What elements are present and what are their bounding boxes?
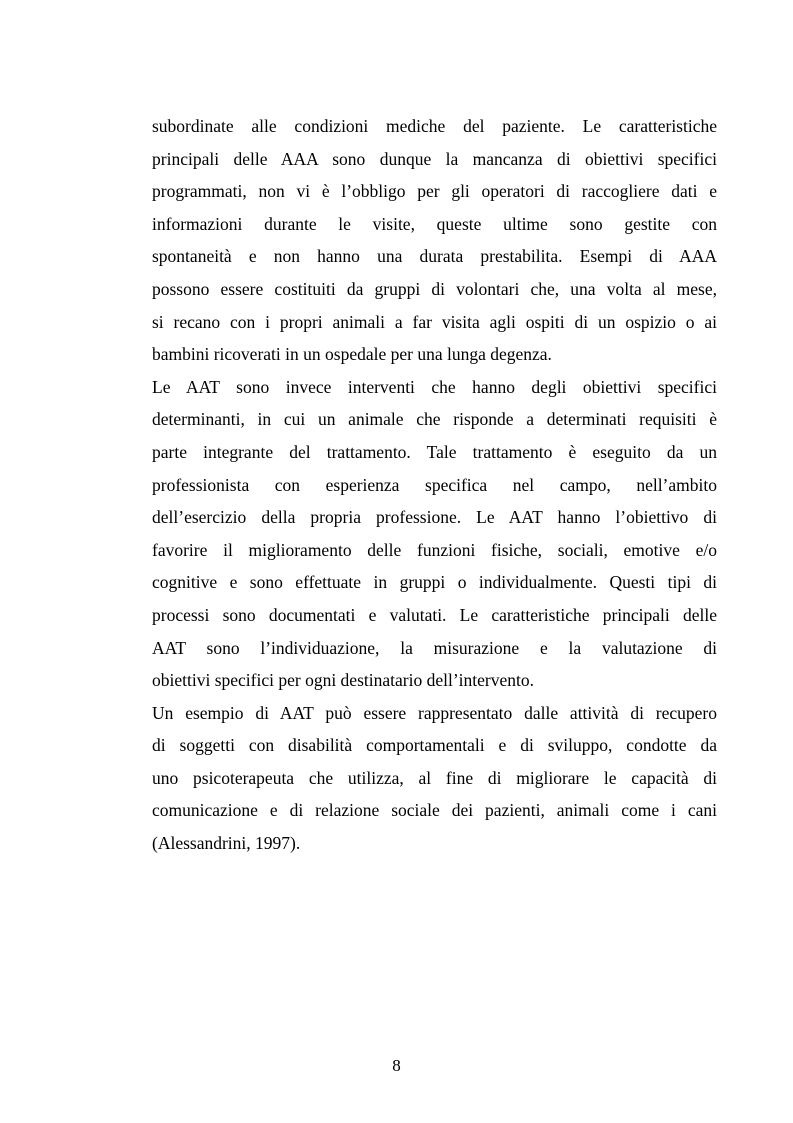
text-line: parte integrante del trattamento. Tale trattamento è eseguito da un: [152, 441, 717, 462]
text-line: favorire il miglioramento delle funzioni fisiche, sociali, emotive e/o: [152, 539, 717, 560]
text-line: si recano con i propri animali a far visita agli ospiti di un ospizio o ai: [152, 311, 717, 332]
text-line: comunicazione e di relazione sociale dei pazienti, animali come i cani: [152, 800, 717, 821]
body-text: [152, 110, 717, 860]
text-line: cognitive e sono effettuate in gruppi o individualmente. Questi tipi di: [152, 572, 717, 593]
text-line: AAT sono l’individuazione, la misurazione e la valutazione di: [152, 637, 717, 658]
text-line: uno psicoterapeuta che utilizza, al fine di migliorare le capacità di: [152, 767, 717, 788]
text-line: spontaneità e non hanno una durata prestabilita. Esempi di AAA: [152, 246, 717, 267]
paragraph-aat-definition: [152, 371, 717, 697]
page-number: 8: [392, 1056, 401, 1075]
text-line: programmati, non vi è l’obbligo per gli operatori di raccogliere dati e: [152, 181, 717, 202]
text-line: Un esempio di AAT può essere rappresentato dalle attività di recupero: [152, 702, 717, 723]
paragraph-aat-example: [152, 697, 717, 860]
text-line: processi sono documentati e valutati. Le caratteristiche principali delle: [152, 604, 717, 625]
text-line: bambini ricoverati in un ospedale per una lunga degenza.: [152, 344, 552, 365]
text-line: principali delle AAA sono dunque la mancanza di obiettivi specifici: [152, 148, 717, 169]
text-line: Le AAT sono invece interventi che hanno degli obiettivi specifici: [152, 376, 717, 397]
text-line: dell’esercizio della propria professione. Le AAT hanno l’obiettivo di: [152, 507, 717, 528]
text-line: (Alessandrini, 1997).: [152, 833, 301, 854]
text-line: possono essere costituiti da gruppi di volontari che, una volta al mese,: [152, 278, 717, 299]
text-line: informazioni durante le visite, queste ultime sono gestite con: [152, 213, 717, 234]
text-line: obiettivi specifici per ogni destinatario dell’intervento.: [152, 670, 534, 691]
text-line: determinanti, in cui un animale che risponde a determinati requisiti è: [152, 409, 717, 430]
text-line: subordinate alle condizioni mediche del paziente. Le caratteristiche: [152, 116, 717, 136]
paragraph-aaa-characteristics: [152, 110, 717, 371]
text-line: professionista con esperienza specifica nel campo, nell’ambito: [152, 474, 717, 495]
text-line: di soggetti con disabilità comportamentali e di sviluppo, condotte da: [152, 735, 717, 756]
